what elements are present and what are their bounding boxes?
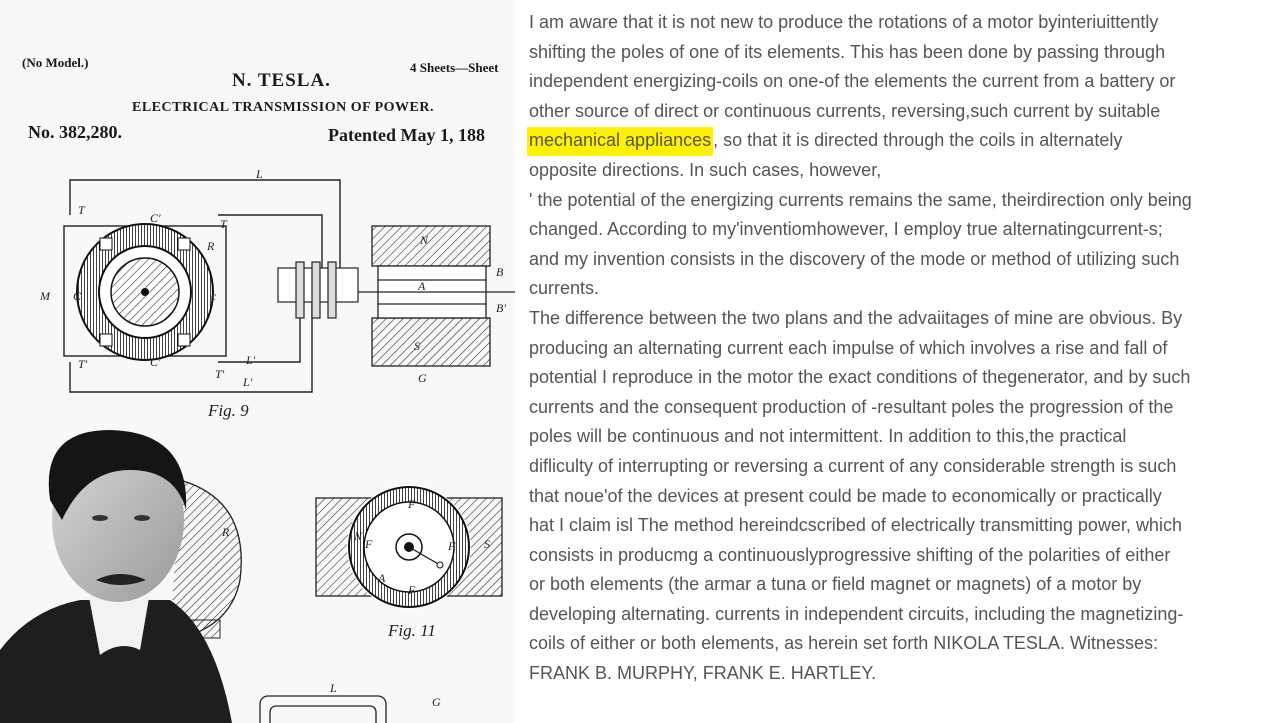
svg-text:c: c xyxy=(211,289,217,303)
text-line: potential I reproduce in the motor the exact conditions of thegenerator, and by such xyxy=(529,367,1191,388)
svg-text:M: M xyxy=(40,289,50,303)
text-line: hat I claim isl The method hereindcscribed of electrically transmitting power, which xyxy=(529,515,1182,536)
text-line: changed. According to my'inventiomhowever, I employ true alternatingcurrent-s; xyxy=(529,219,1163,240)
text-line: developing alternating. currents in independent circuits, including the magnetizing- xyxy=(529,603,1184,624)
svg-text:S: S xyxy=(484,537,490,551)
svg-text:S: S xyxy=(414,339,420,353)
bottom-partial-figure xyxy=(260,681,441,723)
text-line: coils of either or both elements, as herein set forth NIKOLA TESLA. Witnesses: xyxy=(529,633,1158,654)
svg-text:T: T xyxy=(78,203,85,217)
svg-text:B': B' xyxy=(496,301,506,315)
fig9-commutator xyxy=(278,262,358,318)
text-line: shifting the poles of one of its elements. This has been done by passing through xyxy=(529,41,1166,62)
svg-text:A: A xyxy=(378,571,386,585)
patent-figures xyxy=(0,0,515,723)
svg-text:R: R xyxy=(222,525,230,539)
text-line: other source of direct or continuous currents, reversing,such current by suitable xyxy=(529,100,1161,121)
svg-text:L': L' xyxy=(243,375,253,389)
text-line: or both elements (the armar a tuna or field magnet or magnets) of a motor by xyxy=(529,574,1142,595)
patent-title: ELECTRICAL TRANSMISSION OF POWER. xyxy=(132,100,435,115)
text-line: poles will be continuous and not intermittent. In addition to this,the practical xyxy=(529,426,1127,447)
patent-no-model: (No Model.) xyxy=(22,55,89,70)
svg-text:L': L' xyxy=(246,353,256,367)
highlighted-phrase[interactable]: mechanical appliances xyxy=(527,127,713,156)
fig9-caption: Fig. 9 xyxy=(208,401,249,420)
fig11-motor xyxy=(316,485,502,609)
text-line-rest: , so that it is directed through the coils in alternately xyxy=(713,130,1123,151)
fig9-generator xyxy=(358,226,515,366)
text-line: consists in producmg a continuouslyprogressive shifting of the polarities of either xyxy=(529,544,1171,565)
text-line: currents and the consequent production of -resultant poles the progression of the xyxy=(529,396,1174,417)
svg-text:G: G xyxy=(418,371,427,385)
svg-text:F: F xyxy=(448,539,456,553)
fig9-motor xyxy=(64,224,226,360)
svg-text:L: L xyxy=(256,167,263,181)
svg-text:C': C' xyxy=(150,211,161,225)
svg-text:B: B xyxy=(496,265,504,279)
svg-text:N: N xyxy=(420,233,429,247)
svg-text:C': C' xyxy=(150,355,161,369)
svg-text:T: T xyxy=(220,217,227,231)
text-line: producing an alternating current each impulse of which involves a rise and fall of xyxy=(529,337,1168,358)
svg-text:C: C xyxy=(73,289,82,303)
patent-sheets: 4 Sheets—Sheet xyxy=(410,60,499,75)
patent-drawing-panel xyxy=(0,0,515,723)
text-line-highlighted xyxy=(529,126,1269,156)
svg-text:R: R xyxy=(207,239,215,253)
svg-text:F: F xyxy=(365,537,373,551)
text-line: The difference between the two plans and the advaiitages of mine are obvious. By xyxy=(529,307,1183,328)
patent-number: No. 382,280. xyxy=(28,122,122,142)
text-line: currents. xyxy=(529,278,600,299)
text-line: and my invention consists in the discovery of the mode or method of utilizing such xyxy=(529,248,1180,269)
svg-text:F: F xyxy=(408,497,416,511)
patent-inventor: N. TESLA. xyxy=(232,70,331,91)
text-line: FRANK B. MURPHY, FRANK E. HARTLEY. xyxy=(529,663,877,684)
svg-text:L: L xyxy=(330,681,337,695)
svg-text:F: F xyxy=(408,583,416,597)
svg-text:T': T' xyxy=(215,367,225,381)
text-line: ' the potential of the energizing currents remains the same, theirdirection only being xyxy=(529,189,1192,210)
svg-text:N: N xyxy=(354,529,363,543)
svg-text:G: G xyxy=(432,695,441,709)
text-line: independent energizing-coils on one-of the elements the current from a battery or xyxy=(529,71,1176,92)
fig11-caption: Fig. 11 xyxy=(388,621,436,640)
patent-text xyxy=(529,8,1269,689)
svg-text:A: A xyxy=(418,279,426,293)
patent-date: Patented May 1, 188 xyxy=(328,125,485,145)
text-line: that noue'of the devices at present could be made to economically or practically xyxy=(529,485,1162,506)
text-line: difliculty of interrupting or reversing a current of any considerable strength is such xyxy=(529,455,1177,476)
text-line: opposite directions. In such cases, however, xyxy=(529,159,882,180)
svg-text:T': T' xyxy=(78,357,88,371)
text-line: I am aware that it is not new to produce the rotations of a motor byinteriuittently xyxy=(529,12,1159,32)
